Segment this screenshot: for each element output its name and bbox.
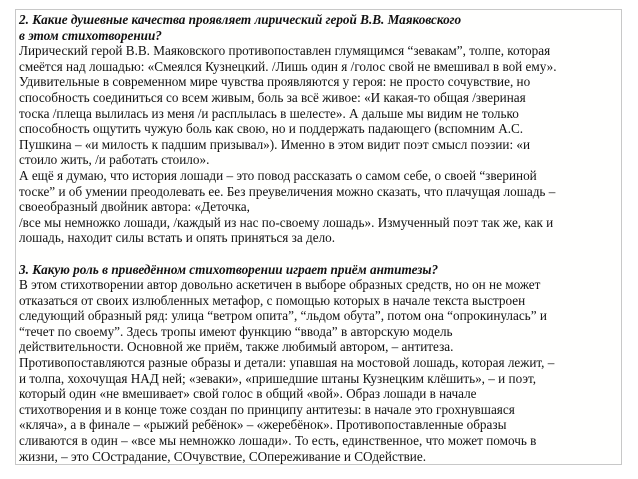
text-line: Лирический герой В.В. Маяковского противопоставлен глумящимся “зевакам”, толпе, которая <box>19 43 551 59</box>
text-line: тоске” и об умении преодолевать ее. Без преувеличения можно сказать, что плачущая лошадь – <box>19 183 556 199</box>
text-line: «кляча», а в финале – «рыжий ребёнок» – «жеребёнок». Противопоставленные образы <box>19 417 507 433</box>
answer-2-paragraph-2 <box>19 168 621 246</box>
text-line: А ещё я думаю, что история лошади – это повод рассказать о самом себе, о своей “звериной <box>19 167 537 183</box>
text-line: и толпа, хохочущая НАД ней; «зеваки», «пришедшие штаны Кузнецким клёшить», – и поэт, <box>19 370 537 386</box>
text-line: следующий образный ряд: улица “ветром опита”, “льдом обута”, потом она “опрокинулась” и <box>19 308 547 324</box>
question-2-heading <box>19 12 621 43</box>
text-line: В этом стихотворении автор довольно аскетичен в выборе образных средств, но он не может <box>19 277 541 293</box>
question-3-heading <box>19 262 621 278</box>
paragraph-gap <box>19 246 621 262</box>
answer-3-paragraph <box>19 277 621 464</box>
slide-content <box>19 12 621 464</box>
text-line: действительности. Основной же приём, также любимый автором, – антитеза. <box>19 339 454 355</box>
text-line: Противопоставляются разные образы и детали: упавшая на мостовой лошадь, которая лежит, – <box>19 355 555 371</box>
text-line: который один «не вмешивает» свой голос в общий «вой». Образ лошади в начале <box>19 386 477 402</box>
heading-line: 2. Какие душевные качества проявляет лирический герой В.В. Маяковского <box>19 12 462 27</box>
text-line: жизни, – это СОстрадание, СОчувствие, СОпереживание и СОдействие. <box>19 448 427 464</box>
text-line: способность ощутить чужую боль как свою, но и поддержать падающего (вспомним А.С. <box>19 121 524 137</box>
text-line: Удивительные в современном мире чувства проявляются у героя: не просто сочувствие, но <box>19 74 531 90</box>
text-line: тоска /плеща вылилась из меня /и расплылась в шелесте». А дальше мы видим не только <box>19 105 519 121</box>
text-line: Пушкина – «и милость к падшим призывал»). Именно в этом видит поэт смысл поэзии: «и <box>19 136 531 152</box>
text-line: смеётся над лошадью: «Смеялся Кузнецкий. /Лишь один я /голос свой не вмешивал в вой ему». <box>19 58 557 74</box>
text-line: “течет по своему”. Здесь тропы имеют функцию “ввода” в авторскую модель <box>19 323 453 339</box>
text-line: стихотворения и в конце тоже создан по принципу антитезы: в начале это грохнувшаяся <box>19 401 515 417</box>
text-line: отказаться от своих излюбленных метафор, с помощью которых в начале текста выстроен <box>19 292 526 308</box>
text-line: лошадь, находит силы встать и опять приняться за дело. <box>19 230 336 246</box>
answer-2-paragraph-1 <box>19 43 621 168</box>
text-line: способность соединиться со всем живым, боль за всё живое: «И какая-то общая /звериная <box>19 89 526 105</box>
heading-line: 3. Какую роль в приведённом стихотворении играет приём антитезы? <box>19 261 439 277</box>
text-line: сливаются в один – «все мы немножко лошади». То есть, единственное, что может помочь в <box>19 433 537 449</box>
text-line: стоило жить, /и работать стоило». <box>19 152 210 168</box>
heading-line: в этом стихотворении? <box>19 27 162 43</box>
text-line: /все мы немножко лошади, /каждый из нас по-своему лошадь». Измученный поэт так же, как и <box>19 214 554 230</box>
text-line: своеобразный двойник автора: «Деточка, <box>19 199 250 215</box>
